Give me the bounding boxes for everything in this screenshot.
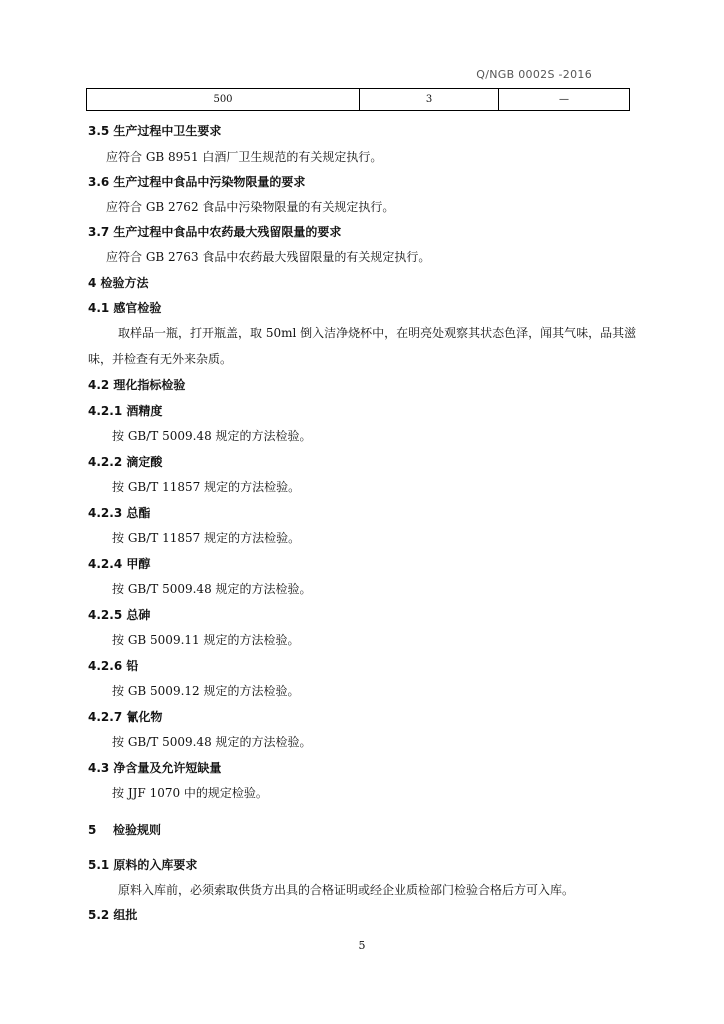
paragraph-4-2-5: 按 GB 5009.11 规定的方法检验。: [112, 633, 300, 647]
heading-4-2-1: 4.2.1 酒精度: [88, 404, 163, 418]
paragraph-4-2-7: 按 GB/T 5009.48 规定的方法检验。: [112, 735, 312, 749]
spec-table-row: [86, 88, 630, 111]
page-number: 5: [358, 939, 366, 952]
heading-3-6: 3.6 生产过程中食品中污染物限量的要求: [88, 175, 306, 189]
heading-5: 5 检验规则: [88, 823, 162, 837]
heading-4-2-7: 4.2.7 氰化物: [88, 710, 163, 724]
heading-3-7: 3.7 生产过程中食品中农药最大残留限量的要求: [88, 225, 342, 239]
standard-code: Q/NGB 0002S -2016: [476, 68, 592, 81]
heading-4-2-5: 4.2.5 总砷: [88, 608, 151, 622]
heading-4-2: 4.2 理化指标检验: [88, 378, 186, 392]
heading-5-1: 5.1 原料的入库要求: [88, 858, 198, 872]
heading-4-2-6: 4.2.6 铅: [88, 659, 139, 673]
paragraph-4-2-2: 按 GB/T 11857 规定的方法检验。: [112, 480, 301, 494]
paragraph-4-2-6: 按 GB 5009.12 规定的方法检验。: [112, 684, 300, 698]
heading-4-3: 4.3 净含量及允许短缺量: [88, 761, 222, 775]
paragraph-4-3: 按 JJF 1070 中的规定检验。: [112, 786, 268, 800]
heading-4-2-3: 4.2.3 总酯: [88, 506, 151, 520]
paragraph-3-5: 应符合 GB 8951 白酒厂卫生规范的有关规定执行。: [106, 150, 383, 164]
table-cell-shortage: 3: [360, 89, 499, 110]
heading-4: 4 检验方法: [88, 276, 149, 290]
paragraph-4-2-4: 按 GB/T 5009.48 规定的方法检验。: [112, 582, 312, 596]
heading-4-1: 4.1 感官检验: [88, 301, 162, 315]
paragraph-4-2-1: 按 GB/T 5009.48 规定的方法检验。: [112, 429, 312, 443]
paragraph-4-1-line1: 取样品一瓶，打开瓶盖，取 50ml 倒入洁净烧杯中，在明亮处观察其状态色泽，闻其气味，品其滋: [118, 326, 637, 340]
paragraph-3-6: 应符合 GB 2762 食品中污染物限量的有关规定执行。: [106, 200, 395, 214]
table-cell-other: —: [559, 94, 569, 105]
heading-3-5: 3.5 生产过程中卫生要求: [88, 124, 222, 138]
paragraph-4-1-line2: 味，并检查有无外来杂质。: [88, 352, 233, 366]
heading-4-2-2: 4.2.2 滴定酸: [88, 455, 163, 469]
paragraph-4-2-3: 按 GB/T 11857 规定的方法检验。: [112, 531, 301, 545]
heading-4-2-4: 4.2.4 甲醇: [88, 557, 151, 571]
paragraph-5-1: 原料入库前，必须索取供货方出具的合格证明或经企业质检部门检验合格后方可入库。: [118, 883, 575, 897]
table-cell-volume: 500: [87, 89, 360, 110]
heading-5-2: 5.2 组批: [88, 908, 138, 922]
paragraph-3-7: 应符合 GB 2763 食品中农药最大残留限量的有关规定执行。: [106, 250, 431, 264]
